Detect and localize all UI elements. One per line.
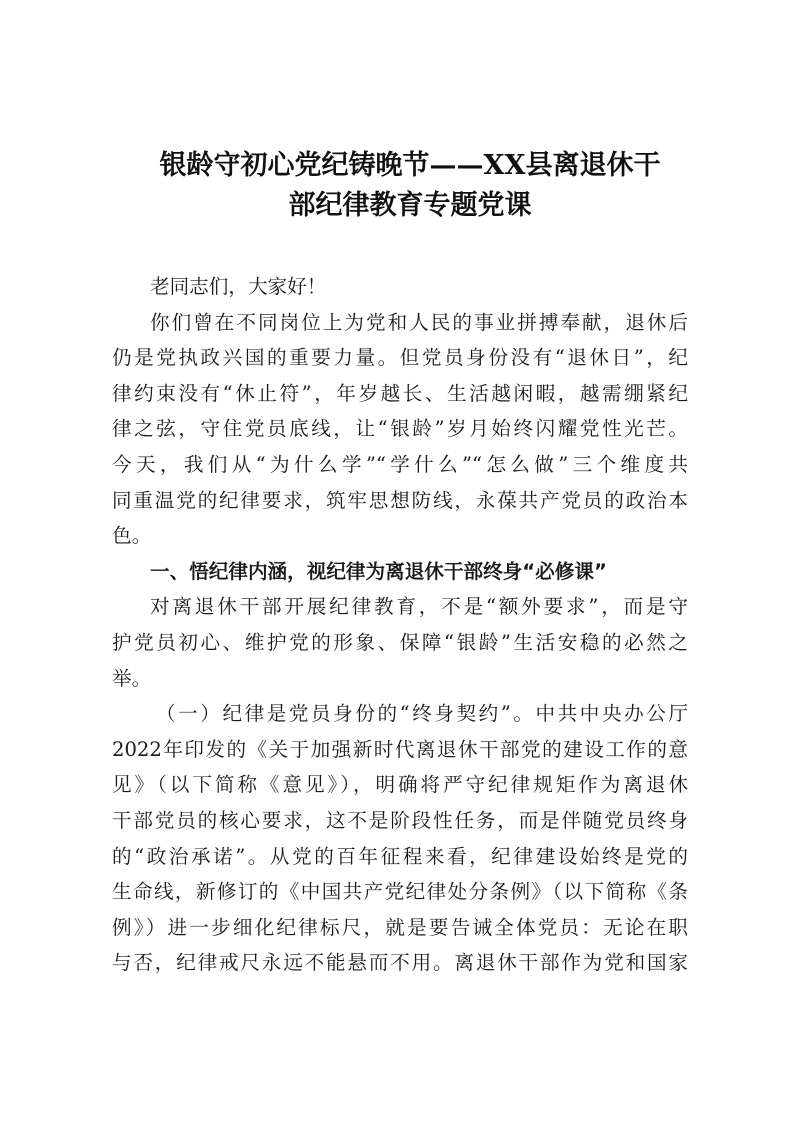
body-line: 与否，纪律戒尺永远不能悬而不用。离退休干部作为党和国家 [112,951,688,975]
body-line: 2022年印发的《关于加强新时代离退休干部党的建设工作的意 [112,737,688,761]
body-line: 色。 [112,524,152,548]
greeting: 老同志们，大家好！ [150,275,327,298]
body-line: 律约束没有“休止符”，年岁越长、生活越闲暇，越需绷紧纪 [112,381,688,405]
body-line: （一）纪律是党员身份的“终身契约”。中共中央办公厅 [156,702,688,726]
body-line: 的“政治承诺”。从党的百年征程来看，纪律建设始终是党的 [112,844,688,868]
section-heading: 一、悟纪律内涵，视纪律为离退休干部终身“必修课” [150,559,607,583]
document-body [112,269,688,981]
body-line: 今天，我们从“为什么学”“学什么”“怎么做”三个维度共 [112,452,688,476]
body-line: 干部党员的核心要求，这不是阶段性任务，而是伴随党员终身 [112,808,688,832]
body-line: 律之弦，守住党员底线，让“银龄”岁月始终闪耀党性光芒。 [112,417,688,441]
body-line: 你们曾在不同岗位上为党和人民的事业拼搏奉献，退休后 [150,310,688,334]
body-line: 举。 [112,666,152,690]
body-line: 护党员初心、维护党的形象、保障“银龄”生活安稳的必然之 [112,630,688,654]
title-line-1: 银龄守初心党纪铸晚节——XX县离退休干 [159,150,661,181]
body-line: 例》）进一步细化纪律标尺，就是要告诫全体党员：无论在职 [112,915,688,939]
body-line: 见》（以下简称《意见》），明确将严守纪律规矩作为离退休 [112,773,688,797]
body-line: 同重温党的纪律要求，筑牢思想防线，永葆共产党员的政治本 [112,488,688,512]
body-line: 仍是党执政兴国的重要力量。但党员身份没有“退休日”，纪 [112,346,688,370]
title-line-2: 部纪律教育专题党课 [288,190,532,221]
body-line: 生命线，新修订的《中国共产党纪律处分条例》（以下简称《条 [112,880,688,904]
document-title [100,146,720,226]
body-line: 对离退休干部开展纪律教育，不是“额外要求”，而是守 [150,595,688,619]
